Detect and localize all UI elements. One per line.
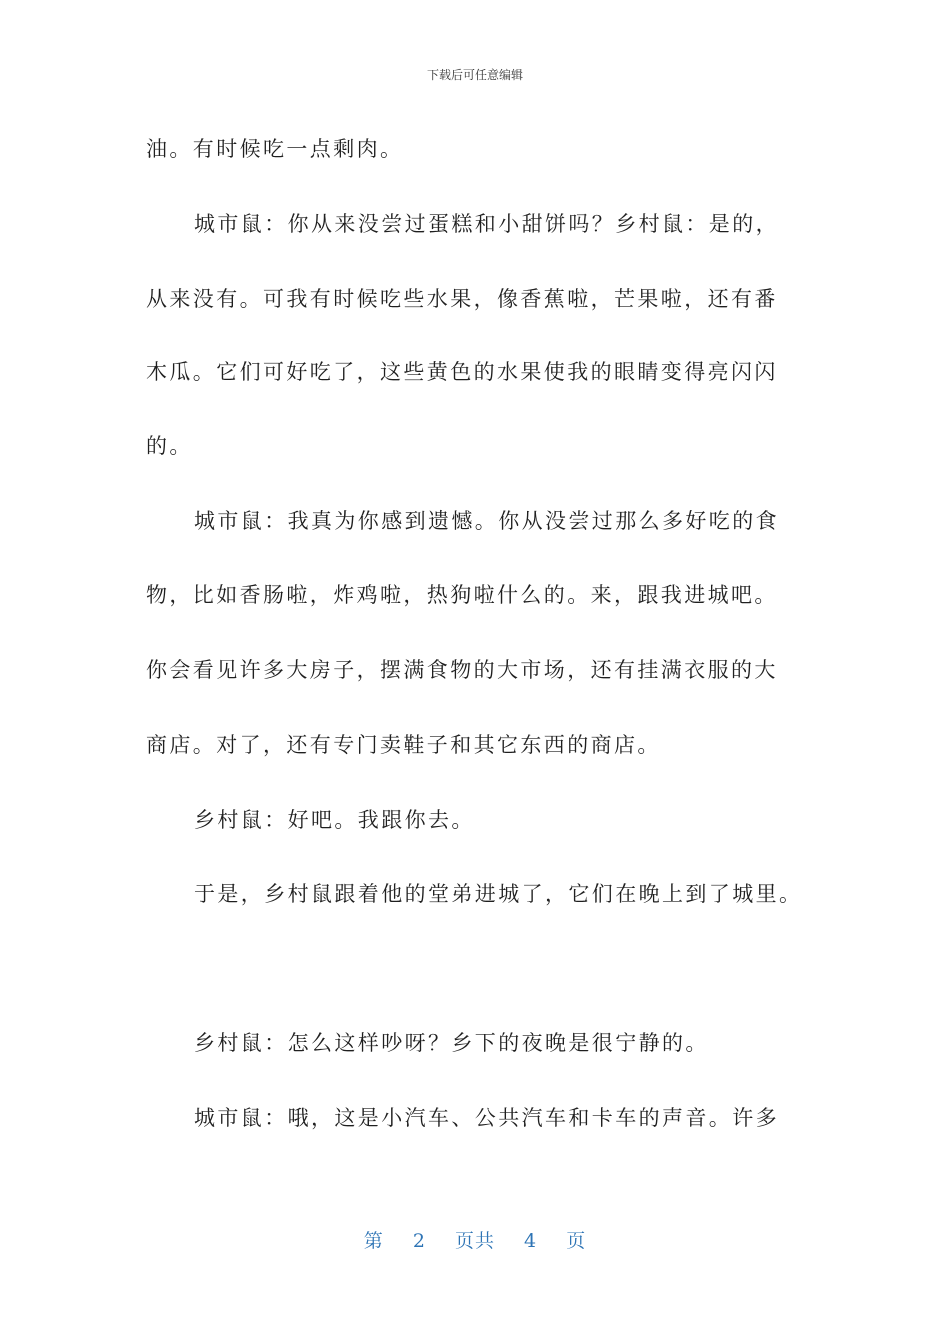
text-line: 从来没有。可我有时候吃些水果，像香蕉啦，芒果啦，还有番 [146,287,778,311]
text-line: 城市鼠：哦，这是小汽车、公共汽车和卡车的声音。许多 [194,1106,779,1130]
text-line: 的。 [146,434,193,458]
text-line: 物，比如香肠啦，炸鸡啦，热狗啦什么的。来，跟我进城吧。 [146,583,778,607]
footer-page-suffix: 页 [566,1230,587,1252]
text-line: 木瓜。它们可好吃了，这些黄色的水果使我的眼睛变得亮闪闪 [146,360,778,384]
footer-page-word: 第 [363,1230,384,1252]
text-line: 城市鼠：我真为你感到遗憾。你从没尝过那么多好吃的食 [194,509,779,533]
text-line: 你会看见许多大房子，摆满食物的大市场，还有挂满衣服的大 [146,658,778,682]
text-line: 乡村鼠：怎么这样吵呀？乡下的夜晚是很宁静的。 [194,1031,709,1055]
page-footer [0,1226,950,1253]
text-line: 乡村鼠：好吧。我跟你去。 [194,808,475,832]
footer-total-pages: 4 [524,1230,538,1252]
footer-current-page: 2 [412,1230,426,1252]
text-line: 城市鼠：你从来没尝过蛋糕和小甜饼吗？乡村鼠：是的， [194,212,779,236]
header-note: 下载后可任意编辑 [426,68,523,82]
text-line: 商店。对了，还有专门卖鞋子和其它东西的商店。 [146,733,661,757]
footer-total-word: 页共 [454,1230,495,1252]
text-line: 油。有时候吃一点剩肉。 [146,137,404,161]
text-line: 于是，乡村鼠跟着他的堂弟进城了，它们在晚上到了城里。 [194,882,803,906]
